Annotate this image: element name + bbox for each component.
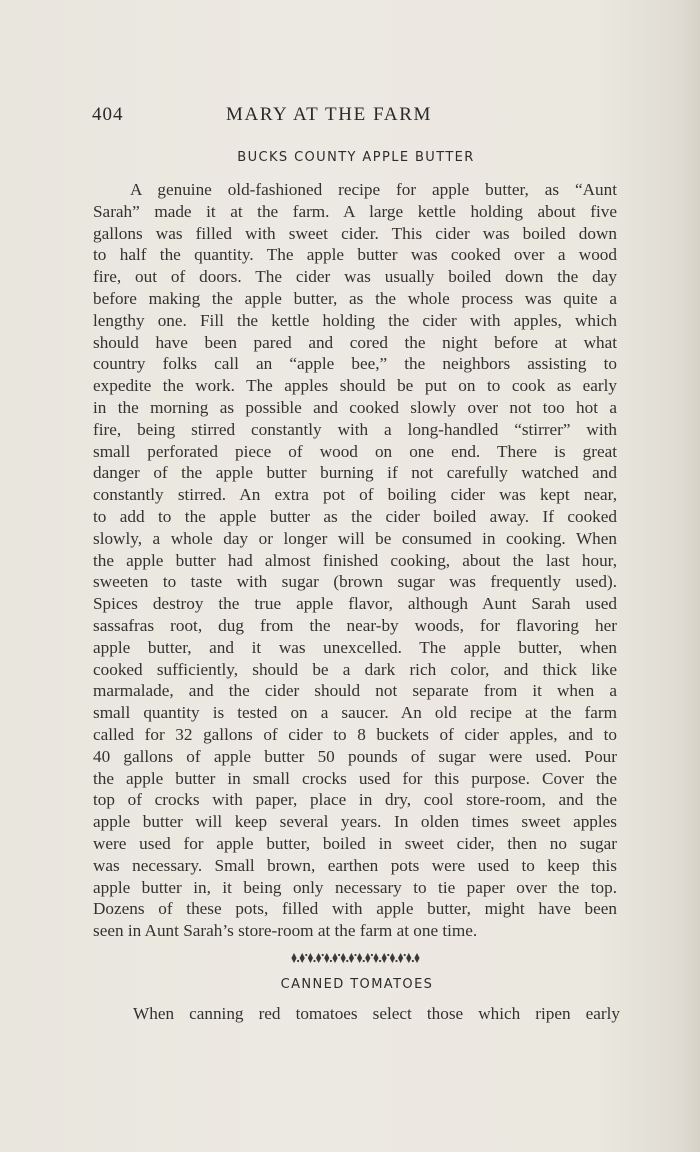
text-line: Sarah” made it at the farm. A large kettle holding about five [93, 201, 617, 221]
text-line: marmalade, and the cider should not separate from it when a [93, 681, 617, 701]
text-line: constantly stirred. An extra pot of boiling cider was kept near, [93, 485, 617, 505]
text-line: Dozens of these pots, filled with apple butter, might have been [93, 899, 617, 919]
text-line: the apple butter in small crocks used for this purpose. Cover the [93, 768, 617, 788]
section-heading-apple-butter: BUCKS COUNTY APPLE BUTTER [237, 150, 475, 165]
apple-butter-paragraph [93, 179, 617, 942]
page-number: 404 [92, 104, 124, 125]
text-line: cooked sufficiently, should be a dark rich color, and thick like [93, 659, 617, 679]
text-line: called for 32 gallons of cider to 8 buckets of cider apples, and to [93, 724, 617, 744]
text-line: apple butter in, it being only necessary to tie paper over the top. [93, 877, 617, 897]
text-line: apple butter, and it was unexcelled. The apple butter, when [93, 637, 617, 657]
text-line: sweeten to taste with sugar (brown sugar was frequently used). [93, 572, 617, 592]
text-line: fire, being stirred constantly with a long-handled “stirrer” with [93, 419, 617, 439]
text-line: the apple butter had almost finished cooking, about the last hour, [93, 550, 617, 570]
text-line: in the morning as possible and cooked slowly over not too hot a [93, 397, 617, 417]
text-line: slowly, a whole day or longer will be consumed in cooking. When [93, 528, 617, 548]
section-heading-canned-tomatoes: CANNED TOMATOES [280, 977, 434, 992]
running-title: MARY AT THE FARM [226, 104, 432, 125]
decorative-rule-icon [290, 951, 424, 965]
text-line: gallons was filled with sweet cider. This cider was boiled down [93, 223, 617, 243]
text-line: small perforated piece of wood on one end. There is great [93, 441, 617, 461]
text-line: to half the quantity. The apple butter was cooked over a wood [93, 245, 617, 265]
text-line: fire, out of doors. The cider was usually boiled down the day [93, 267, 617, 287]
text-line: to add to the apple butter as the cider boiled away. If cooked [93, 506, 617, 526]
text-line: apple butter will keep several years. In olden times sweet apples [93, 812, 617, 832]
text-line: 40 gallons of apple butter 50 pounds of sugar were used. Pour [93, 746, 617, 766]
text-line: lengthy one. Fill the kettle holding the cider with apples, which [93, 310, 617, 330]
text-line: was necessary. Small brown, earthen pots were used to keep this [93, 855, 617, 875]
text-line: should have been pared and cored the night before at what [93, 332, 617, 352]
text-line: A genuine old-fashioned recipe for apple butter, as “Aunt [130, 180, 617, 199]
text-line: Spices destroy the true apple flavor, although Aunt Sarah used [93, 594, 617, 614]
canned-tomatoes-first-line: When canning red tomatoes select those which ripen early [133, 1004, 620, 1023]
running-head [92, 104, 484, 130]
text-line: expedite the work. The apples should be put on to cook as early [93, 376, 617, 396]
text-line: small quantity is tested on a saucer. An old recipe at the farm [93, 703, 617, 723]
text-line: seen in Aunt Sarah’s store-room at the farm at one time. [93, 921, 478, 941]
text-line: danger of the apple butter burning if not carefully watched and [93, 463, 617, 483]
text-line: before making the apple butter, as the whole process was quite a [93, 288, 617, 308]
text-line: country folks call an “apple bee,” the neighbors assisting to [93, 354, 617, 374]
text-line: sassafras root, dug from the near-by woods, for flavoring her [93, 615, 617, 635]
text-line: top of crocks with paper, place in dry, cool store-room, and the [93, 790, 617, 810]
text-line: were used for apple butter, boiled in sweet cider, then no sugar [93, 833, 617, 853]
